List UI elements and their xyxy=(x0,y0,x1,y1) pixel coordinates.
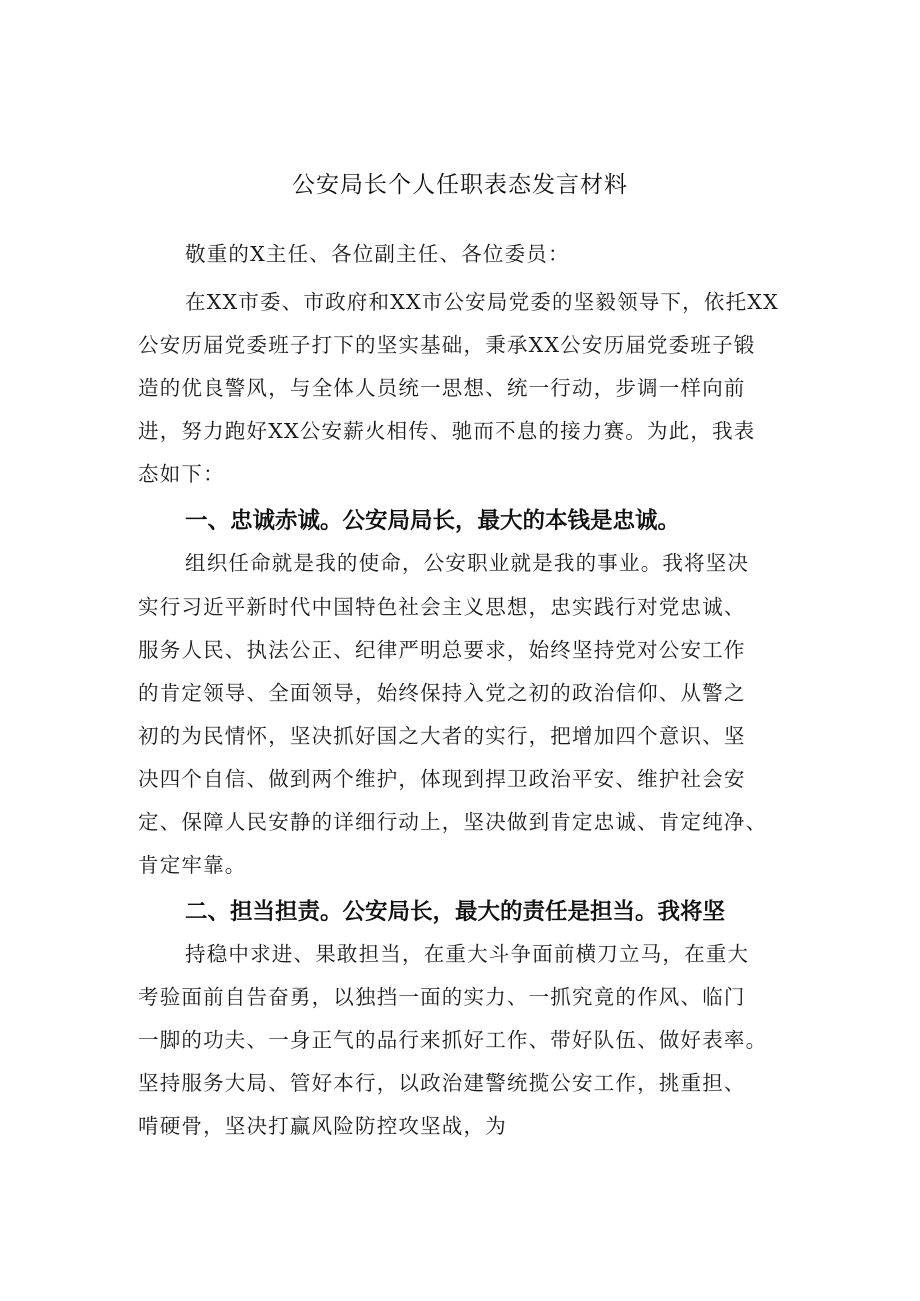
intro-line: 进，努力跑好XX公安薪火相传、驰而不息的接力赛。为此，我表 xyxy=(138,419,756,443)
section-heading-2: 二、担当担责。公安局长，最大的责任是担当。我将坚 xyxy=(185,899,726,925)
section1-line: 决四个自信、做到两个维护，体现到捍卫政治平安、维护社会安 xyxy=(138,767,746,791)
section2-line: 啃硬骨，坚决打赢风险防控攻坚战，为 xyxy=(138,1114,507,1138)
document-title: 公安局长个人任职表态发言材料 xyxy=(292,172,628,198)
section1-line: 初的为民情怀，坚决抓好国之大者的实行，把增加四个意识、坚 xyxy=(138,724,746,748)
section1-line: 服务人民、执法公正、纪律严明总要求，始终坚持党对公安工作 xyxy=(138,638,746,662)
section1-line: 肯定牢靠。 xyxy=(138,853,247,877)
section2-line: 坚持服务大局、管好本行，以政治建警统揽公安工作，挑重担、 xyxy=(138,1071,746,1095)
section-heading-1: 一、忠诚赤诚。公安局局长，最大的本钱是忠诚。 xyxy=(185,508,681,534)
salutation: 敬重的X主任、各位副主任、各位委员： xyxy=(185,242,570,266)
section1-line: 组织任命就是我的使命，公安职业就是我的事业。我将坚决 xyxy=(185,551,750,575)
section1-line: 实行习近平新时代中国特色社会主义思想，忠实践行对党忠诚、 xyxy=(138,595,746,619)
section2-line: 一脚的功夫、一身正气的品行来抓好工作、带好队伍、做好表率。 xyxy=(138,1028,768,1052)
intro-line: 公安历届党委班子打下的坚实基础，秉承XX公安历届党委班子锻 xyxy=(138,333,756,357)
intro-line: 在XX市委、市政府和XX市公安局党委的坚毅领导下，依托XX xyxy=(185,290,779,314)
section1-line: 的肯定领导、全面领导，始终保持入党之初的政治信仰、从警之 xyxy=(138,681,746,705)
intro-line: 态如下： xyxy=(138,462,225,486)
section2-line: 考验面前自告奋勇，以独挡一面的实力、一抓究竟的作风、临门 xyxy=(138,985,746,1009)
intro-line: 造的优良警风，与全体人员统一思想、统一行动，步调一样向前 xyxy=(138,376,746,400)
section1-line: 定、保障人民安静的详细行动上，坚决做到肯定忠诚、肯定纯净、 xyxy=(138,810,768,834)
section2-line: 持稳中求进、果敢担当，在重大斗争面前横刀立马，在重大 xyxy=(185,942,750,966)
